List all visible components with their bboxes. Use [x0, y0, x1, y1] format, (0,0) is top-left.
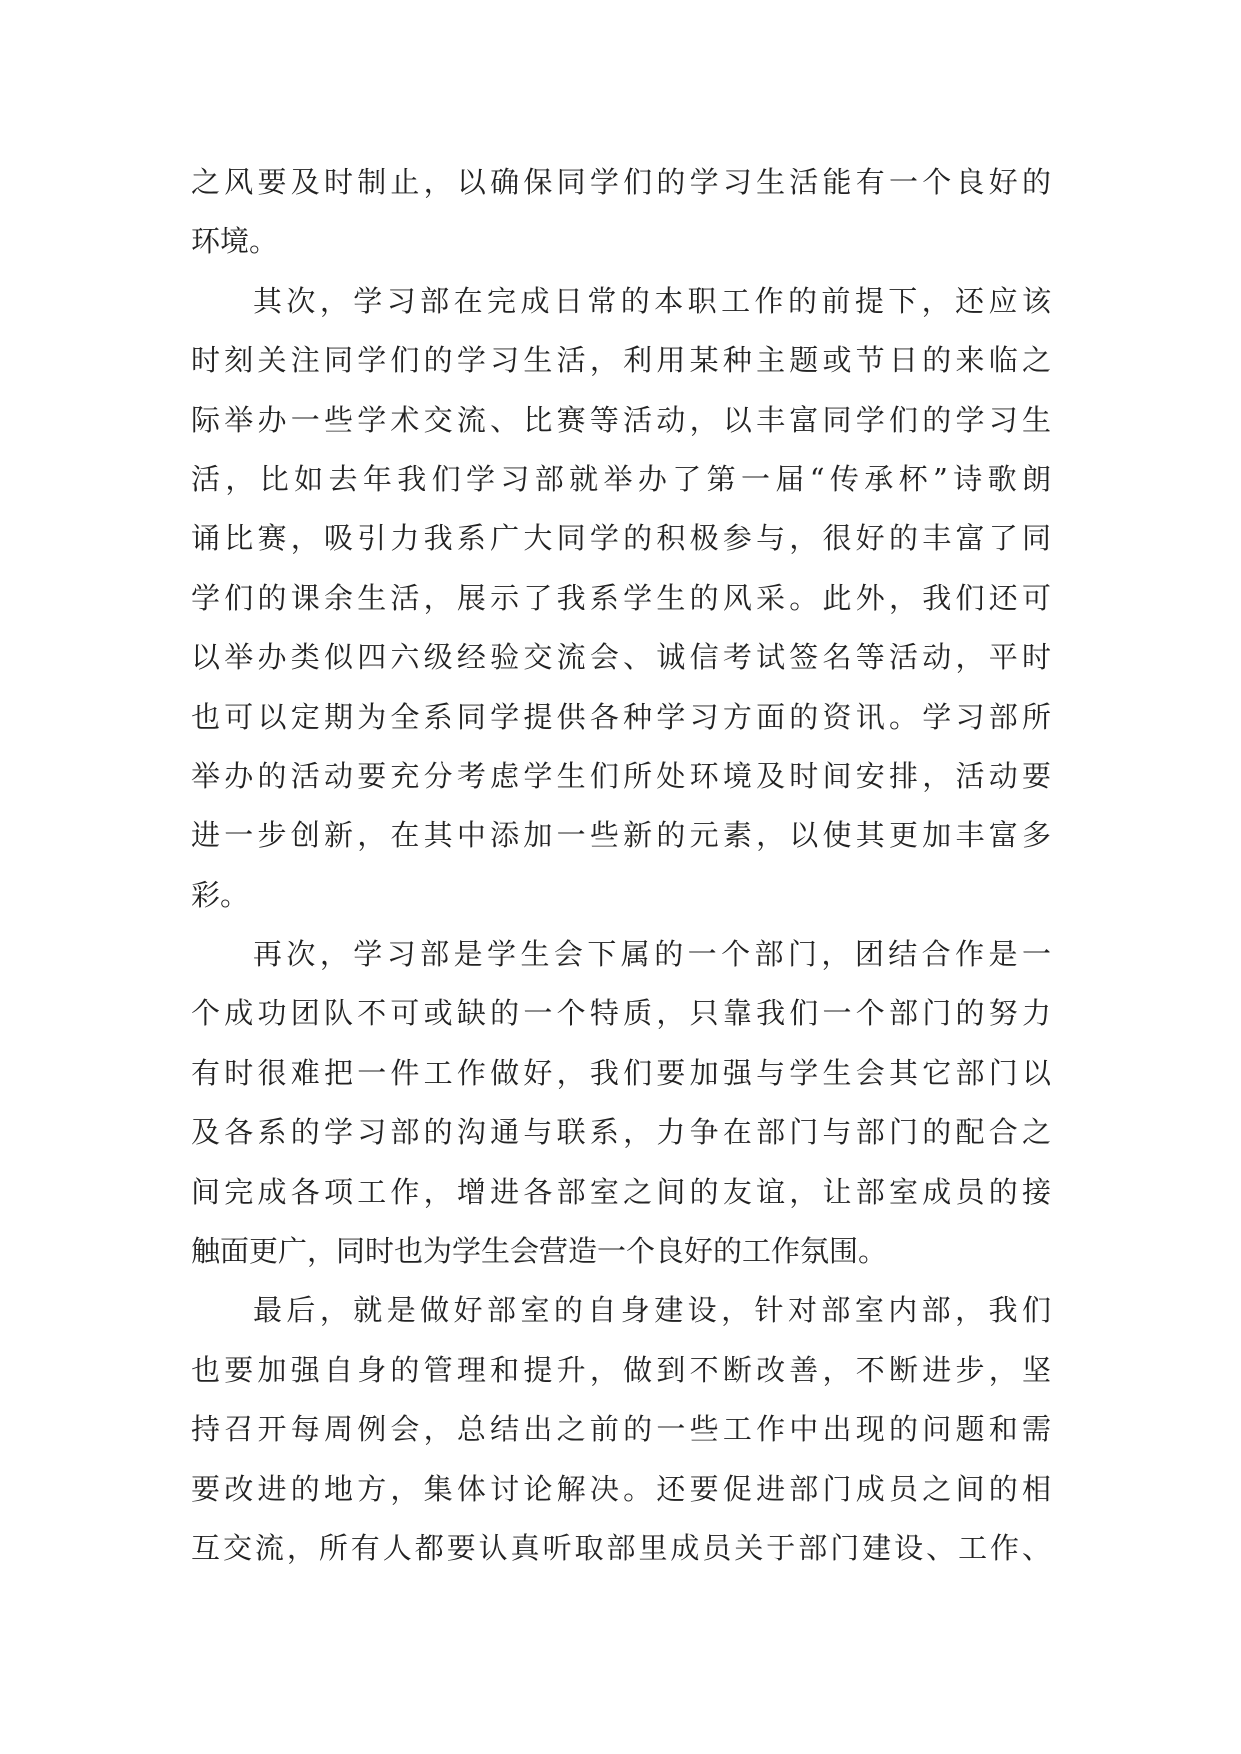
text-line: 个成功团队不可或缺的一个特质，只靠我们一个部门的努力 [191, 996, 1051, 1031]
text-line: 最后，就是做好部室的自身建设，针对部室内部，我们 [253, 1293, 1051, 1328]
paragraph-4 [191, 1281, 1051, 1578]
text-line: 触面更广，同时也为学生会营造一个良好的工作氛围。 [191, 1234, 888, 1269]
text-line: 时刻关注同学们的学习生活，利用某种主题或节日的来临之 [191, 343, 1051, 378]
paragraph-1 [191, 153, 1051, 272]
text-line: 学们的课余生活，展示了我系学生的风采。此外，我们还可 [191, 580, 1051, 615]
text-line: 之风要及时制止，以确保同学们的学习生活能有一个良好的 [191, 165, 1051, 199]
text-line: 要改进的地方，集体讨论解决。还要促进部门成员之间的相 [191, 1471, 1051, 1506]
text-line: 持召开每周例会，总结出之前的一些工作中出现的问题和需 [191, 1412, 1051, 1447]
paragraph-3 [191, 925, 1051, 1281]
text-line: 也要加强自身的管理和提升，做到不断改善，不断进步，坚 [191, 1352, 1051, 1387]
paragraph-2 [191, 272, 1051, 925]
text-line: 举办的活动要充分考虑学生们所处环境及时间安排，活动要 [191, 758, 1051, 793]
text-line: 际举办一些学术交流、比赛等活动，以丰富同学们的学习生 [191, 402, 1051, 437]
text-line: 以举办类似四六级经验交流会、诚信考试签名等活动，平时 [191, 640, 1051, 675]
text-line: 彩。 [191, 877, 250, 912]
text-line: 也可以定期为全系同学提供各种学习方面的资讯。学习部所 [191, 699, 1051, 734]
text-line: 进一步创新，在其中添加一些新的元素，以使其更加丰富多 [191, 818, 1051, 853]
text-line: 互交流，所有人都要认真听取部里成员关于部门建设、工作、 [191, 1530, 1051, 1565]
text-line: 再次，学习部是学生会下属的一个部门，团结合作是一 [253, 937, 1051, 972]
text-line: 环境。 [191, 224, 279, 259]
text-line: 诵比赛，吸引力我系广大同学的积极参与，很好的丰富了同 [191, 521, 1051, 556]
text-line: 其次，学习部在完成日常的本职工作的前提下，还应该 [253, 283, 1051, 318]
body-text [191, 153, 1051, 1578]
text-line: 间完成各项工作，增进各部室之间的友谊，让部室成员的接 [191, 1174, 1051, 1209]
text-line: 及各系的学习部的沟通与联系，力争在部门与部门的配合之 [191, 1115, 1051, 1150]
text-line: 有时很难把一件工作做好，我们要加强与学生会其它部门以 [191, 1055, 1051, 1090]
text-line: 活，比如去年我们学习部就举办了第一届“传承杯”诗歌朗 [191, 461, 1051, 496]
